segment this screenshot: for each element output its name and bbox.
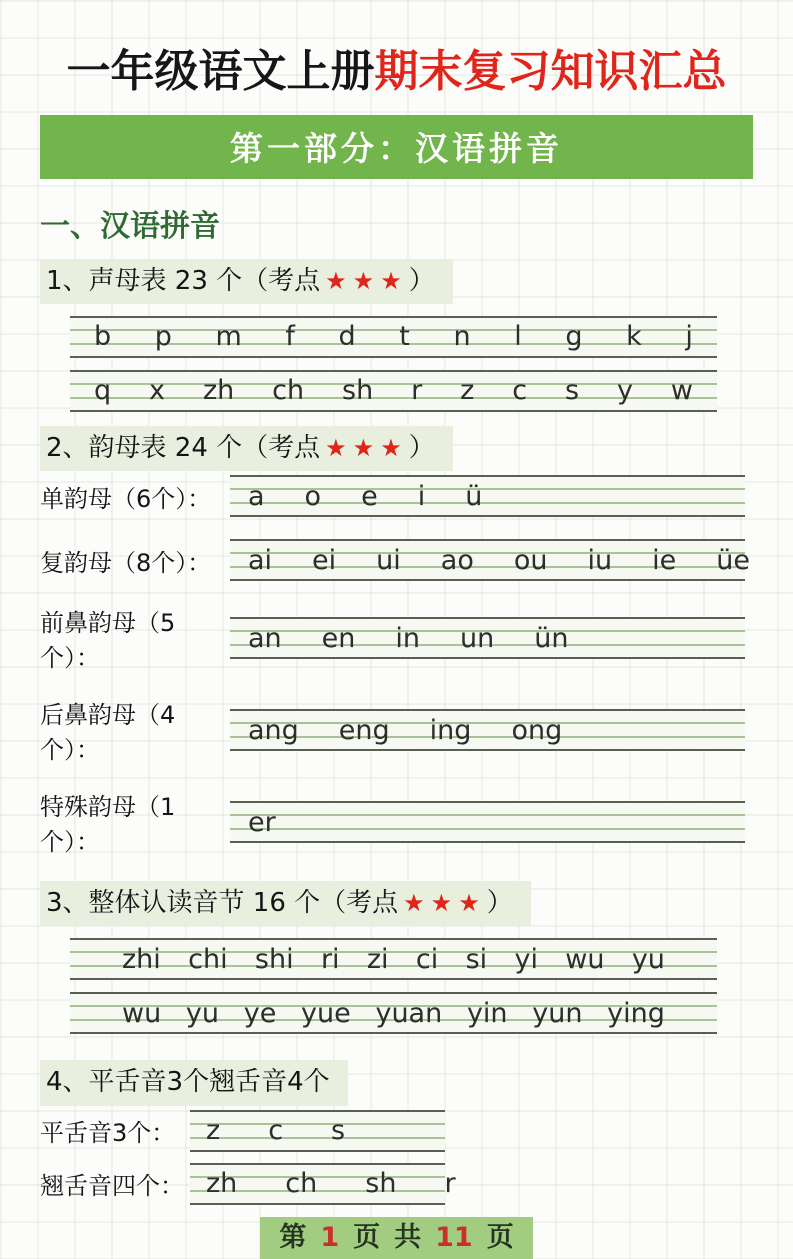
subsection-whole-syllables <box>40 879 753 1034</box>
pinyin-letter: en <box>321 622 356 654</box>
pinyin-letter: un <box>460 622 495 654</box>
page-footer <box>40 1217 753 1259</box>
pinyin-letter: ying <box>607 997 665 1029</box>
worksheet-page <box>0 46 793 1259</box>
pinyin-letter: a <box>248 480 265 512</box>
finals-letters <box>230 709 745 751</box>
pinyin-letter: yun <box>532 997 583 1029</box>
pinyin-letter: ün <box>534 622 569 654</box>
pinyin-letter: zh <box>206 1168 238 1200</box>
finals-row-label: 复韵母（8个）： <box>40 548 212 577</box>
pinyin-letter: y <box>616 375 633 407</box>
finals-row-label: 特殊韵母（1个）： <box>40 793 176 857</box>
subsection-heading-text: 1、声母表 23 个（考点 <box>46 265 321 296</box>
pinyin-letter: c <box>268 1115 284 1147</box>
finals-row-special <box>40 787 753 857</box>
pinyin-fourline-grid <box>190 1110 445 1152</box>
pinyin-fourline-grid <box>70 992 717 1034</box>
pinyin-letter: c <box>512 375 528 407</box>
pinyin-letter: ü <box>465 480 483 512</box>
pinyin-letter: ong <box>511 714 563 746</box>
pinyin-letter: eng <box>338 714 390 746</box>
pinyin-letter: b <box>94 321 112 353</box>
pinyin-letter: i <box>417 480 426 512</box>
page-indicator-prefix: 第 <box>279 1221 307 1253</box>
part-banner-label: 第一部分：汉语拼音 <box>230 129 563 169</box>
pinyin-letter: chi <box>188 943 228 975</box>
finals-letters <box>230 617 745 659</box>
pinyin-letter: an <box>248 622 282 654</box>
pinyin-letter: sh <box>365 1168 397 1200</box>
pinyin-letter: p <box>154 321 172 353</box>
finals-row-front-nasal <box>40 603 753 673</box>
pinyin-letter: e <box>361 480 378 512</box>
pinyin-letter: wu <box>565 943 605 975</box>
pinyin-letter: z <box>206 1115 221 1147</box>
pinyin-letter: q <box>94 375 112 407</box>
importance-stars-icon: ★★★ <box>325 266 408 295</box>
pinyin-letter: wu <box>122 997 162 1029</box>
pinyin-letter: ei <box>312 544 337 576</box>
section-title: 一、汉语拼音 <box>40 208 220 244</box>
pinyin-fourline-grid <box>230 475 745 517</box>
pinyin-fourline-grid <box>230 801 745 843</box>
pinyin-letter: ci <box>415 943 439 975</box>
finals-letters <box>230 475 745 517</box>
pinyin-letter: zh <box>202 375 235 407</box>
pinyin-letter: yi <box>514 943 538 975</box>
pinyin-letter: ri <box>320 943 340 975</box>
pinyin-letter: l <box>514 321 522 353</box>
pinyin-letter: iu <box>587 544 613 576</box>
pinyin-letter: r <box>411 375 423 407</box>
pinyin-letter: t <box>399 321 410 353</box>
pinyin-letter: üe <box>716 544 750 576</box>
pinyin-fourline-grid <box>230 617 745 659</box>
pinyin-letter: in <box>395 622 421 654</box>
pinyin-letter: o <box>304 480 322 512</box>
pinyin-letter: ing <box>429 714 472 746</box>
finals-letters <box>230 801 745 843</box>
pinyin-letter: er <box>248 806 276 838</box>
finals-letters <box>230 539 750 581</box>
finals-row-label: 后鼻韵母（4个）： <box>40 701 176 765</box>
curled-tongue-row <box>40 1163 753 1205</box>
pinyin-letter: f <box>285 321 295 353</box>
pinyin-letter: j <box>685 321 693 353</box>
pinyin-letter: s <box>331 1115 346 1147</box>
subsection-tongue-sounds <box>40 1058 753 1204</box>
importance-stars-icon: ★★★ <box>325 433 408 462</box>
pinyin-fourline-grid <box>230 709 745 751</box>
pinyin-letter: r <box>444 1168 456 1200</box>
finals-row-label: 单韵母（6个）： <box>40 484 212 513</box>
pinyin-letter: n <box>453 321 471 353</box>
pinyin-letter: g <box>565 321 583 353</box>
subsection-heading-close: ） <box>408 265 435 296</box>
current-page-number: 1 <box>320 1221 340 1253</box>
subsection-heading-close: ） <box>486 888 513 919</box>
page-title-red-part: 期末复习知识汇总 <box>374 46 727 97</box>
pinyin-letter: d <box>338 321 356 353</box>
pinyin-letter: w <box>670 375 693 407</box>
pinyin-letter: ao <box>440 544 474 576</box>
finals-row-simple <box>40 475 753 517</box>
page-indicator-suffix: 页 <box>486 1221 514 1253</box>
pinyin-letter: ang <box>248 714 299 746</box>
subsection-initials <box>40 257 753 412</box>
pinyin-letter: zi <box>366 943 389 975</box>
subsection-heading-tongue-sounds: 4、平舌音3个翘舌音4个 <box>40 1060 348 1105</box>
subsection-heading-text: 3、整体认读音节 16 个（考点 <box>46 888 399 919</box>
flat-tongue-row <box>40 1110 753 1152</box>
pinyin-fourline-grid <box>70 938 717 980</box>
pinyin-letter: yuan <box>375 997 443 1029</box>
subsection-heading-close: ） <box>408 432 435 463</box>
pinyin-letter: shi <box>254 943 294 975</box>
page-title-black-part: 一年级语文上册 <box>66 46 375 97</box>
pinyin-letter: m <box>215 321 242 353</box>
finals-row-back-nasal <box>40 695 753 765</box>
initials-row-2 <box>70 370 717 412</box>
page-indicator-middle2: 共 <box>394 1221 422 1253</box>
pinyin-letter: sh <box>342 375 374 407</box>
pinyin-fourline-grid <box>70 370 717 412</box>
pinyin-letter: ye <box>243 997 277 1029</box>
page-indicator <box>260 1217 532 1259</box>
pinyin-letter: ou <box>513 544 548 576</box>
flat-tongue-label: 平舌音3个： <box>40 1119 176 1148</box>
pinyin-fourline-grid <box>230 539 750 581</box>
flat-tongue-letters <box>190 1110 445 1152</box>
pinyin-fourline-grid <box>70 316 717 358</box>
whole-syllables-row-2 <box>70 992 717 1034</box>
pinyin-letter: yue <box>301 997 351 1029</box>
total-page-number: 11 <box>435 1221 473 1253</box>
pinyin-letter: ch <box>285 1168 318 1200</box>
curled-tongue-label: 翘舌音四个： <box>40 1172 184 1201</box>
pinyin-letter: yu <box>185 997 220 1029</box>
pinyin-letter: k <box>626 321 642 353</box>
subsection-finals <box>40 424 753 857</box>
whole-syllables-row-1 <box>70 938 717 980</box>
pinyin-letter: x <box>149 375 166 407</box>
page-title <box>40 46 753 99</box>
page-indicator-middle1: 页 <box>353 1221 381 1253</box>
subsection-heading-finals <box>40 426 453 471</box>
part-banner <box>40 115 753 179</box>
pinyin-letter: yu <box>631 943 665 975</box>
finals-row-label: 前鼻韵母（5个）： <box>40 609 176 673</box>
curled-tongue-letters <box>190 1163 456 1205</box>
pinyin-letter: yin <box>466 997 508 1029</box>
pinyin-letter: ai <box>248 544 273 576</box>
pinyin-letter: ie <box>652 544 677 576</box>
importance-stars-icon: ★★★ <box>403 889 486 918</box>
pinyin-letter: z <box>460 375 475 407</box>
pinyin-letter: ch <box>272 375 305 407</box>
pinyin-letter: ui <box>376 544 401 576</box>
pinyin-letter: si <box>465 943 488 975</box>
subsection-heading-text: 2、韵母表 24 个（考点 <box>46 432 321 463</box>
finals-row-compound <box>40 539 753 581</box>
pinyin-letter: zhi <box>122 943 161 975</box>
pinyin-fourline-grid <box>190 1163 456 1205</box>
initials-row-1 <box>70 316 717 358</box>
subsection-heading-whole-syllables <box>40 881 531 926</box>
subsection-heading-initials <box>40 259 453 304</box>
pinyin-letter: s <box>564 375 580 407</box>
